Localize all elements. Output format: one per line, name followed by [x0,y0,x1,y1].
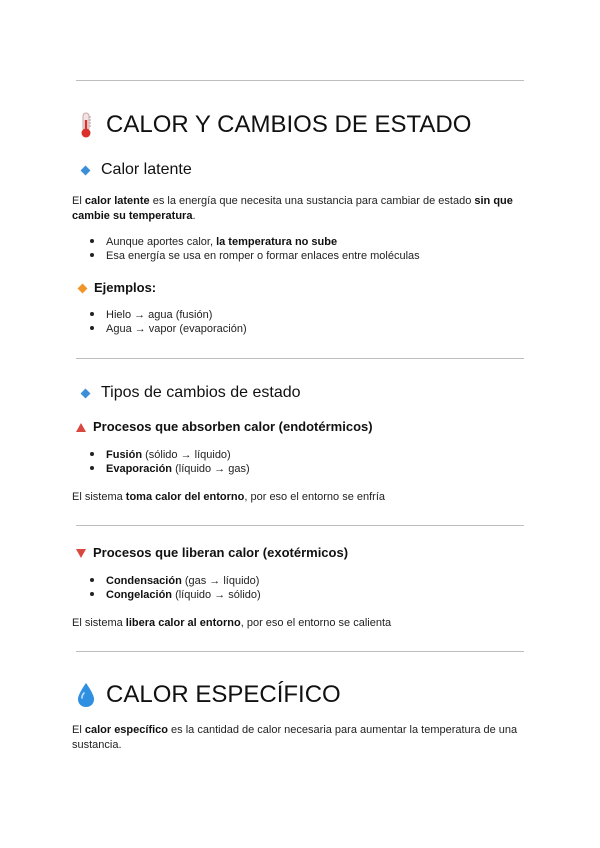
bullet-icon [90,466,94,470]
subtitle-text: Calor latente [101,161,192,178]
droplet-icon [76,681,96,709]
divider [76,651,524,652]
examples-heading: Ejemplos: [76,280,156,296]
bullet-icon [90,452,94,456]
diamond-icon [81,165,91,175]
bullet-icon [90,592,94,596]
bullet-icon [90,578,94,582]
list-item: Congelación (líquido → sólido) [90,588,261,603]
divider [76,358,524,359]
divider [76,525,524,526]
list-item: Hielo → agua (fusión) [90,308,212,323]
triangle-down-icon [76,549,86,558]
diamond-icon [78,283,88,293]
divider [76,80,524,81]
subtitle-calor-latente [82,160,192,180]
paragraph-calor-latente: El calor latente es la energía que necesita una sustancia para cambiar de estado sin que cambie su temperatura. [72,195,513,222]
diamond-icon [81,388,91,398]
triangle-up-icon [76,423,86,432]
bullet-icon [90,253,94,257]
paragraph-exothermic-note: El sistema libera calor al entorno, por eso el entorno se calienta [72,617,392,629]
endothermic-heading: Procesos que absorben calor (endotérmicos) [76,419,373,435]
thermometer-icon [76,111,96,139]
list-item: Aunque aportes calor, la temperatura no sube [90,235,337,250]
section-title-calor-especifico: CALOR ESPECÍFICO [76,681,341,709]
subtitle-tipos-cambios: Tipos de cambios de estado [82,383,301,403]
list-item: Evaporación (líquido → gas) [90,462,250,477]
exothermic-heading: Procesos que liberan calor (exotérmicos) [76,545,348,561]
paragraph-endothermic-note: El sistema toma calor del entorno, por eso el entorno se enfría [72,491,386,503]
bullet-icon [90,326,94,330]
section-title-calor-cambios [76,111,471,139]
list-item: Condensación (gas → líquido) [90,574,259,589]
list-item: Esa energía se usa en romper o formar enlaces entre moléculas [90,249,420,264]
list-item: Agua → vapor (evaporación) [90,322,247,337]
bullet-icon [90,312,94,316]
section-title-text: CALOR Y CAMBIOS DE ESTADO [106,111,472,138]
paragraph-calor-especifico: El calor específico es la cantidad de calor necesaria para aumentar la temperatura de una sustancia. [72,724,518,751]
list-item: Fusión (sólido → líquido) [90,448,231,463]
bullet-icon [90,239,94,243]
